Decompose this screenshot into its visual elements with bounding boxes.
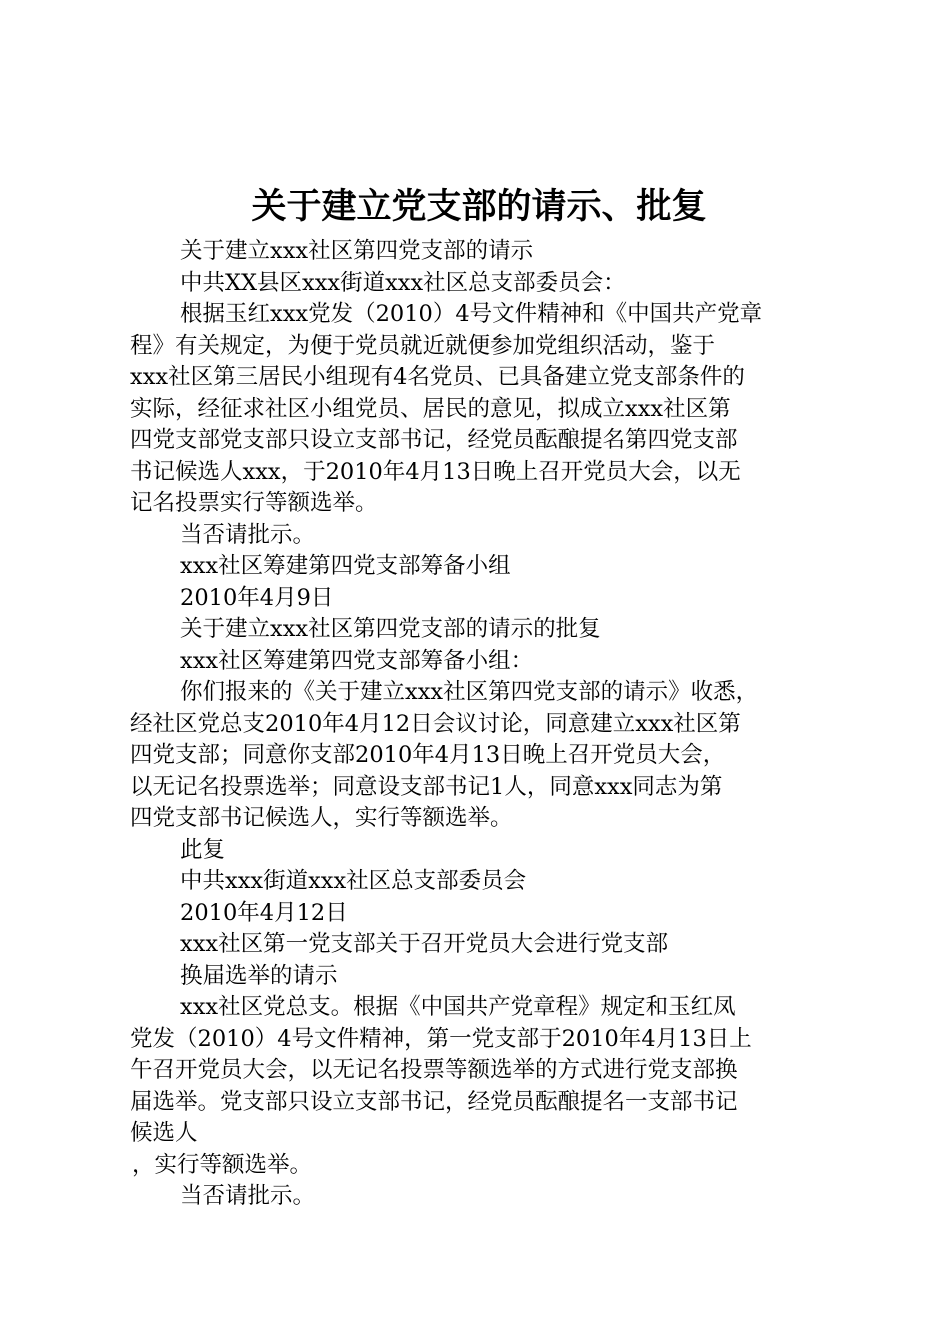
text-line: 四党支部；同意你支部2010年4月13日晚上召开党员大会，: [130, 742, 726, 768]
text-line: 记名投票实行等额选举。: [130, 490, 378, 516]
text-line: 程》有关规定，为便于党员就近就便参加党组织活动，鉴于: [130, 332, 716, 359]
text-line: 中共xxx街道xxx社区总支部委员会: [180, 868, 527, 894]
text-line: 午召开党员大会，以无记名投票等额选举的方式进行党支部换: [130, 1057, 738, 1083]
text-line: ，实行等额选举。: [132, 1151, 313, 1178]
text-line: xxx社区第三居民小组现有4名党员、已具备建立党支部条件的: [130, 364, 745, 390]
text-line: 当否请批示。: [180, 1183, 316, 1209]
text-line: 关于建立xxx社区第四党支部的请示的批复: [180, 616, 601, 642]
text-line: 届选举。党支部只设立支部书记，经党员酝酿提名一支部书记: [130, 1088, 738, 1115]
text-line: xxx社区筹建第四党支部筹备小组：: [180, 647, 534, 674]
document-title: 关于建立党支部的请示、批复: [251, 186, 707, 227]
text-line: 此复: [180, 836, 226, 863]
text-line: 以无记名投票选举；同意设支部书记1人，同意xxx同志为第: [130, 773, 723, 800]
text-line: 当否请批示。: [180, 521, 316, 548]
text-line: xxx社区第一党支部关于召开党员大会进行党支部: [180, 931, 669, 957]
text-line: 2010年4月12日: [180, 899, 348, 926]
document-body: [130, 236, 840, 1213]
text-line: 你们报来的《关于建立xxx社区第四党支部的请示》收悉，: [180, 679, 759, 705]
text-line: 四党支部党支部只设立支部书记，经党员酝酿提名第四党支部: [130, 427, 738, 453]
text-line: 候选人: [130, 1120, 198, 1146]
text-line: 四党支部书记候选人，实行等额选举。: [130, 805, 513, 831]
text-line: 换届选举的请示: [180, 962, 338, 989]
text-line: 经社区党总支2010年4月12日会议讨论，同意建立xxx社区第: [130, 710, 741, 737]
text-line: xxx社区筹建第四党支部筹备小组: [180, 553, 511, 579]
text-line: 关于建立xxx社区第四党支部的请示: [180, 238, 534, 264]
text-line: 中共XX县区xxx街道xxx社区总支部委员会：: [180, 269, 626, 296]
text-line: 党发（2010）4号文件精神，第一党支部于2010年4月13日上: [130, 1025, 752, 1052]
text-line: 2010年4月9日: [180, 584, 334, 611]
text-line: 书记候选人xxx，于2010年4月13日晚上召开党员大会，以无: [130, 458, 741, 485]
text-line: 实际，经征求社区小组党员、居民的意见，拟成立xxx社区第: [130, 395, 731, 422]
text-line: 根据玉红xxx党发（2010）4号文件精神和《中国共产党章: [180, 301, 763, 327]
text-line: xxx社区党总支。根据《中国共产党章程》规定和玉红凤: [180, 994, 736, 1020]
